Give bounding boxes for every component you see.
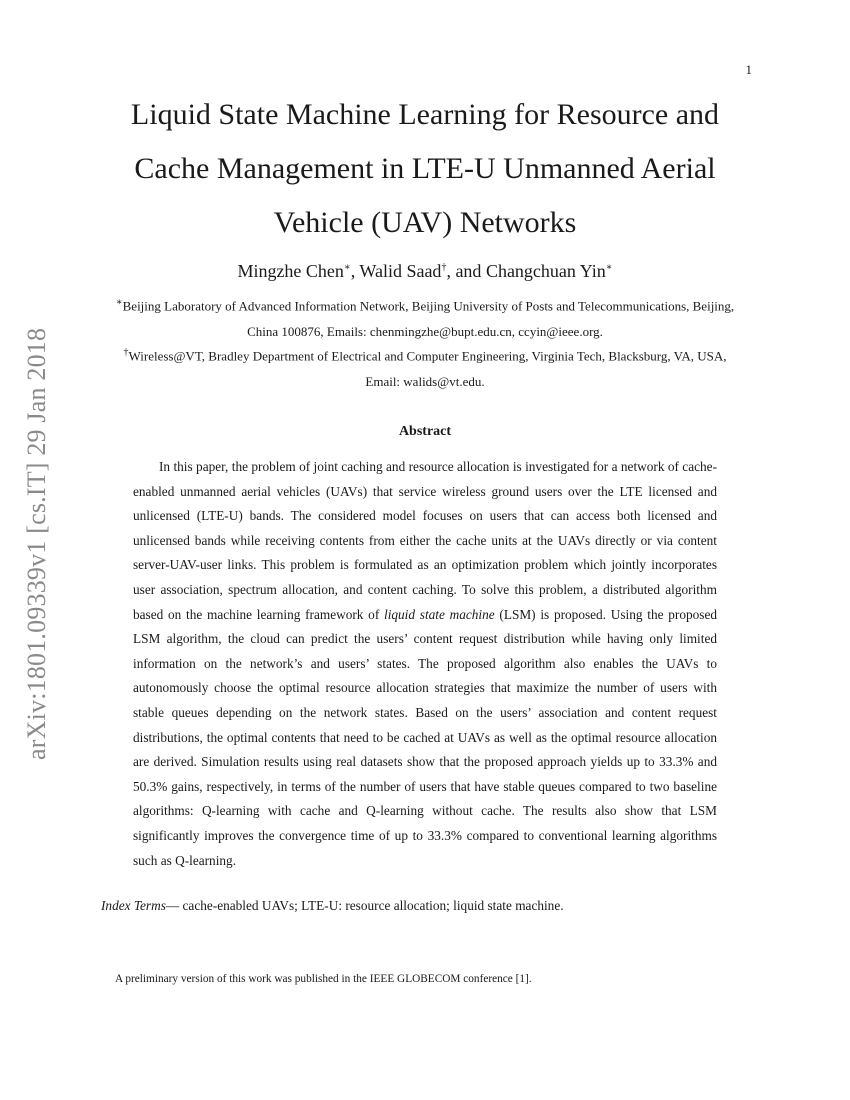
- abstract-body: [133, 455, 717, 873]
- author-separator: , and: [446, 261, 486, 281]
- paper-title: Liquid State Machine Learning for Resource and Cache Management in LTE-U Unmanned Aerial Vehicle (UAV) Networks: [130, 98, 720, 239]
- author-affiliation-mark: ∗: [605, 262, 613, 273]
- author-affiliation-mark: ∗: [343, 262, 351, 273]
- index-terms: [101, 898, 751, 914]
- page-number: 1: [745, 62, 752, 77]
- affiliation-mark: ∗: [115, 297, 123, 308]
- arxiv-identifier-stamp[interactable]: arXiv:1801.09339v1 [cs.IT] 29 Jan 2018: [22, 327, 51, 760]
- author-affiliation-mark: †: [441, 262, 447, 273]
- author-list: [100, 261, 750, 282]
- affiliation-mark: †: [123, 347, 129, 358]
- abstract-emphasis: liquid state machine: [384, 606, 495, 622]
- author-separator: ,: [350, 261, 360, 281]
- abstract-heading: Abstract: [398, 424, 452, 439]
- author-name: Mingzhe Chen: [237, 261, 344, 281]
- affiliation-virginia-tech: [110, 340, 740, 395]
- index-terms-dash: —: [165, 898, 183, 913]
- affiliation-beijing: [110, 290, 740, 345]
- affiliation-text: Wireless@VT, Bradley Department of Electrical and Computer Engineering, Virginia Tech, Blacksburg, VA, USA, Email: walids@vt.edu.: [128, 348, 727, 390]
- affiliation-text: Beijing Laboratory of Advanced Information Network, Beijing University of Posts and Telecommunications, Beijing, China 100876, Emails: chenmingzhe@bupt.edu.cn, ccyin@ieee.org.: [122, 298, 735, 340]
- footnote: A preliminary version of this work was published in the IEEE GLOBECOM conference [1].: [115, 973, 532, 985]
- index-terms-text: cache-enabled UAVs; LTE-U: resource allocation; liquid state machine.: [182, 898, 564, 913]
- author-name: Changchuan Yin: [485, 261, 606, 281]
- abstract-text: In this paper, the problem of joint caching and resource allocation is investigated for a network of cache-enabled unmanned aerial vehicles (UAVs) that service wireless ground users over the LTE licensed and unlicensed (LTE-U) bands. The considered model focuses on users that can access both licensed and unlicensed bands while receiving contents from either the cache units at the UAVs directly or via content server-UAV-user links. This problem is formulated as an optimization problem which jointly incorporates user association, spectrum allocation, and content caching. To solve this problem, a distributed algorithm based on the machine learning framework of: [133, 459, 717, 622]
- author-name: Walid Saad: [359, 261, 442, 281]
- abstract-text: (LSM) is proposed. Using the proposed LSM algorithm, the cloud can predict the users’ content request distribution while having only limited information on the network’s and users’ states. The proposed algorithm also enables the UAVs to autonomously choose the optimal resource allocation strategies that maximize the number of users with stable queues depending on the network states. Based on the users’ association and content request distributions, the optimal contents that need to be cached at UAVs as well as the optimal resource allocation are derived. Simulation results using real datasets show that the proposed approach yields up to 33.3% and 50.3% gains, respectively, in terms of the number of users that have stable queues compared to two baseline algorithms: Q-learning with cache and Q-learning without cache. The results also show that LSM significantly improves the convergence time of up to 33.3% compared to conventional learning algorithms such as Q-learning.: [133, 606, 717, 868]
- index-terms-label: Index Terms: [101, 898, 166, 913]
